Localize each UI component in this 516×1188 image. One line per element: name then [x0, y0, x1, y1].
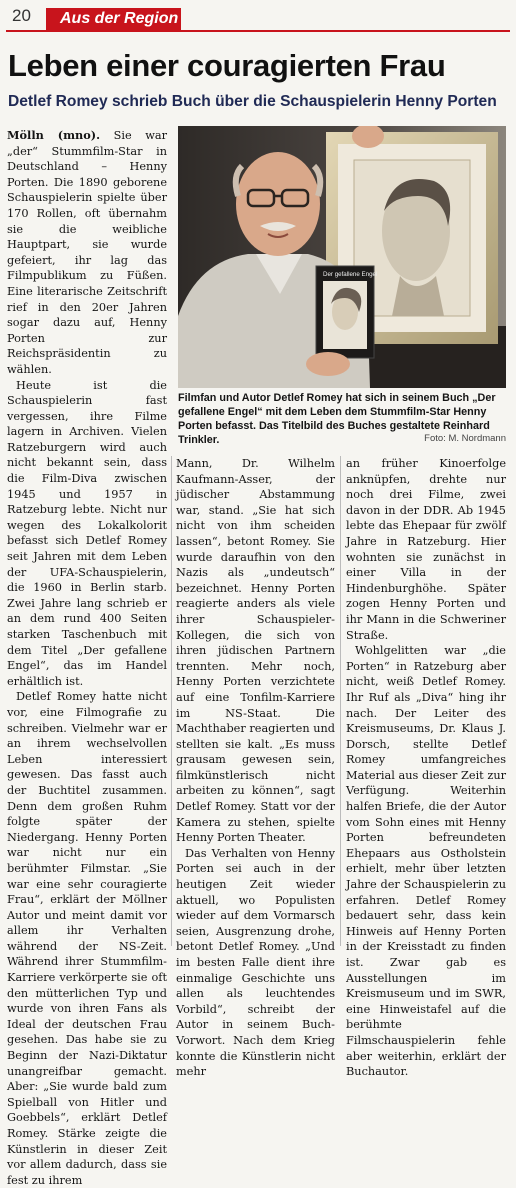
intro-text: Sie war „der“ Stummfilm-Star in Deutschland – Henny Porten. Die 1890 geborene Schauspielerin spielte über 170 Rollen, oft übernahm sie die weibliche Hauptpart, sie wurde gefeiert, ihr lag das Filmpublikum zu Füßen. Eine literarische Zeitschrift rief in den 20er Jahren sogar dazu auf, Henny Porten zur Reichspräsidentin zu wählen.	[7, 129, 167, 376]
body-paragraph: an früher Kinoerfolge anknüpfen, drehte nur noch drei Filme, zwei davon in der DDR. Ab 1945 lebte das Ehepaar für zwölf Jahre in Ratzeburg. Hier wohnten sie zunächst in einer Villa in der Hindenburghöhe. Später zogen Henny Porten und ihr Mann in die Schweriner Straße.	[346, 457, 506, 642]
body-paragraph: Wohlgelitten war „die Porten“ in Ratzeburg aber nicht, weiß Detlef Romey. Ihr Ruf als „Diva“ hing ihr nach. Der Leiter des Kreismuseums, Dr. Klaus J. Dorsch, stellte Detlef Romey umfangreiches Material aus dieser Zeit zur Verfügung. Weiterhin halfen Briefe, die der Autor vom Sohn eines mit Henny Porten befreundeten Ehepaars aus Ostholstein erhielt, mehr über letzten Jahre der Schauspielerin zu erfahren. Detlef Romey bedauert sehr, dass kein Hinweis auf Henny Porten in der Kreisstadt zu finden ist. Zwar gab es Ausstellungen im Kreismuseum und im SWR, eine Hinweistafel auf die berühmte Filmschauspielerin fehle aber weiterhin, erklärt der Buchautor.	[346, 644, 506, 1079]
body-paragraph: Detlef Romey hatte nicht vor, eine Filmografie zu schreiben. Vielmehr war er an ihrem wechselvollen Leben interessiert gewesen. Das fasst auch der Buchtitel zusammen. Denn dem großen Ruhm folgte später der Niedergang. Henny Porten war nicht nur ein berühmter Filmstar. „Sie war eine sehr couragierte Frau“, erklärt der Möllner Autor und meint damit vor allem ihr Verhalten während der NS-Zeit. Während ihrer Stummfilm-Karriere verkörperte sie oft den mütterlichen Typ und wurde von ihren Fans als Ideal der deutschen Frau gesehen. Das habe sie zu Beginn der Nazi-Diktatur unangreifbar gemacht. Aber: „Sie wurde bald zum Spielball von Hitler und Goebbels“, erklärt Detlef Romey. Stärke zeigte die Künstlerin in dieser Zeit vor allem dadurch, dass sie fest zu ihrem	[7, 690, 167, 1187]
book-cover-title: Der gefallene Engel	[323, 271, 378, 278]
article-photo	[178, 126, 506, 388]
text-column-right	[346, 456, 506, 1080]
dateline: Mölln (mno).	[7, 128, 101, 142]
page-header	[6, 4, 510, 30]
body-paragraph: Das Verhalten von Henny Porten sei auch in der heutigen Zeit wieder aktuell, wo Populisten wieder auf dem Vormarsch seien, Ausgrenzung drohe, betont Detlef Romey. „Und im besten Falle dient ihre einmalige Geschichte uns allen als leuchtendes Vorbild“, schreibt der Autor in seinem Buch-Vorwort. Nach dem Krieg konnte die Künstlerin nicht mehr	[176, 846, 335, 1079]
header-rule	[6, 30, 510, 32]
photo-credit: Foto: M. Nordmann	[424, 433, 506, 444]
photo-illustration	[178, 126, 506, 388]
photo-caption: Filmfan und Autor Detlef Romey hat sich in seinem Buch „Der gefallene Engel“ mit dem Leben dem Stummfilm-Star Henny Porten befasst. Das Titelbild des Buches gestaltete Reinhard Trinkler.	[178, 392, 496, 446]
article-headline: Leben einer couragierten Frau	[8, 48, 446, 83]
column-divider	[171, 456, 172, 946]
body-paragraph: Mann, Dr. Wilhelm Kaufmann-Asser, der jüdischer Abstammung war, stand. „Sie hat sich nicht von ihm scheiden lassen“, betont Romey. Sie wurde daraufhin von den Nazis als „undeutsch“ bezeichnet. Henny Porten reagierte anders als viele ihrer Schauspieler-Kollegen, die sich von ihren jüdischen Partnern trennten. Mehr noch, Henny Porten verzichtete auf eine Tonfilm-Karriere im NS-Staat. Die Machthaber reagierten und stellten sie kalt. „Es muss grausam gewesen sein, filmkünstlerisch nicht arbeiten zu können“, sagt Detlef Romey. Statt vor der Kamera zu stehen, spielte Henny Porten Theater.	[176, 457, 335, 845]
page-number: 20	[12, 6, 31, 25]
column-divider	[340, 456, 341, 946]
intro-paragraph	[7, 128, 167, 378]
text-column-middle	[176, 456, 335, 1080]
body-paragraph: Heute ist die Schauspielerin fast vergessen, ihre Filme lagern in Archiven. Vielen Ratzeburgern wird auch nicht bekannt sein, dass die Film-Diva zwischen 1945 und 1957 in Ratzeburg lebte. Nicht nur wegen des Lokalkolorit befasst sich Detlef Romey seit Jahren mit dem Leben der UFA-Schauspielerin, die 1960 in Berlin starb. Zwei Jahre lang schrieb er an dem rund 400 Seiten starken Taschenbuch mit dem Titel „Der gefallene Engel“, das im Handel erhältlich ist.	[7, 378, 167, 688]
section-label: Aus der Region	[46, 8, 181, 30]
text-column-left	[7, 128, 167, 1188]
article-subheadline: Detlef Romey schrieb Buch über die Schauspielerin Henny Porten	[8, 93, 497, 110]
